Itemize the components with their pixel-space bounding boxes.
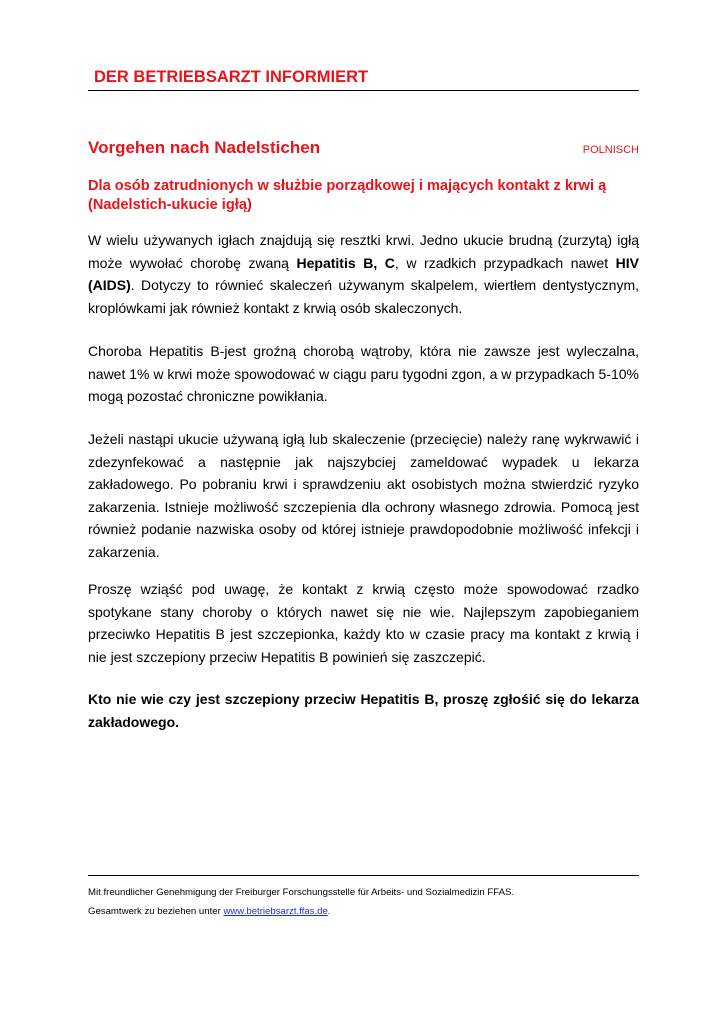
paragraph-4: Proszę wziąść pod uwagę, że kontakt z krwią często może spowodować rzadko spotykane stany choroby o których nawet się nie wie. Najlepszym zapobieganiem przeciwko Hepatitis B jest szczepionka, każdy kto w czasie pracy ma kontakt z krwią i nie jest szczepiony przeciw Hepatitis B powinień się zaszczepić. (88, 581, 639, 665)
footer-website-link[interactable]: www.betriebsarzt.ffas.de (223, 906, 328, 917)
footer-source-line (88, 902, 639, 921)
document-page (88, 0, 639, 1024)
footer-source-suffix: . (327, 906, 331, 917)
footer-divider (88, 875, 639, 876)
paragraph-1-text-a: W wielu używanych igłach znajdują się resztki krwi. Jedno ukucie brudną (zurzytą) igłą może wywołać chorobę zwaną (88, 232, 639, 271)
footer-permission-line: Mit freundlicher Genehmigung der Freiburger Forschungsstelle für Arbeits- und Sozialmedizin FFAS. (88, 887, 515, 898)
header-divider (88, 90, 639, 91)
paragraph-3: Jeżeli nastąpi ukucie używaną igłą lub skaleczenie (przecięcie) należy ranę wykrwawić i zdezynfekować a następnie jak najszybciej zameldować wypadek u lekarza zakładowego. Po pobraniu krwi i sprawdzeniu akt osobistych można stwierdzić ryzyko zakarzenia. Istnieje możliwość szczepienia dla ochrony własnego zdrowia. Pomocą jest również podanie nazwiska osoby od której istnieje prawdopodobnie możliwość infekcji i zakarzenia. (88, 431, 639, 560)
paragraph-1-text-e: . Dotyczy to równieć skaleczeń używanym skalpelem, wiertłem dentystycznym, kroplówkami jak również kontakt z krwią osób skaleczonych. (88, 277, 639, 316)
header-title: DER BETRIEBSARZT INFORMIERT (94, 68, 369, 86)
paragraph-1 (88, 229, 639, 319)
paragraph-1-hiv-bold: HIV (AIDS) (88, 254, 639, 294)
section-title: Vorgehen nach Nadelstichen (88, 138, 321, 157)
footer-source-prefix: Gesamtwerk zu beziehen unter (88, 906, 224, 917)
subtitle: Dla osób zatrudnionych w służbie porządkowej i mających kontakt z krwi ą (Nadelstich-ukucie igłą) (88, 178, 607, 213)
footer (88, 883, 639, 921)
paragraph-1-hepatitis-bold: Hepatitis B, C (296, 254, 395, 271)
language-tag: POLNISCH (582, 144, 639, 156)
paragraph-1-text-c: , w rzadkich przypadkach nawet (394, 254, 616, 271)
paragraph-2: Choroba Hepatitis B-jest groźną chorobą wątroby, która nie zawsze jest wyleczalna, nawet 1% w krwi może spowodować w ciągu paru tygodni zgon, a w przypadkach 5-10% mogą pozostać chroniczne powikłania. (88, 343, 639, 405)
closing-notice: Kto nie wie czy jest szczepiony przeciw Hepatitis B, proszę zgłośić się do lekarza zakładowego. (88, 691, 639, 730)
